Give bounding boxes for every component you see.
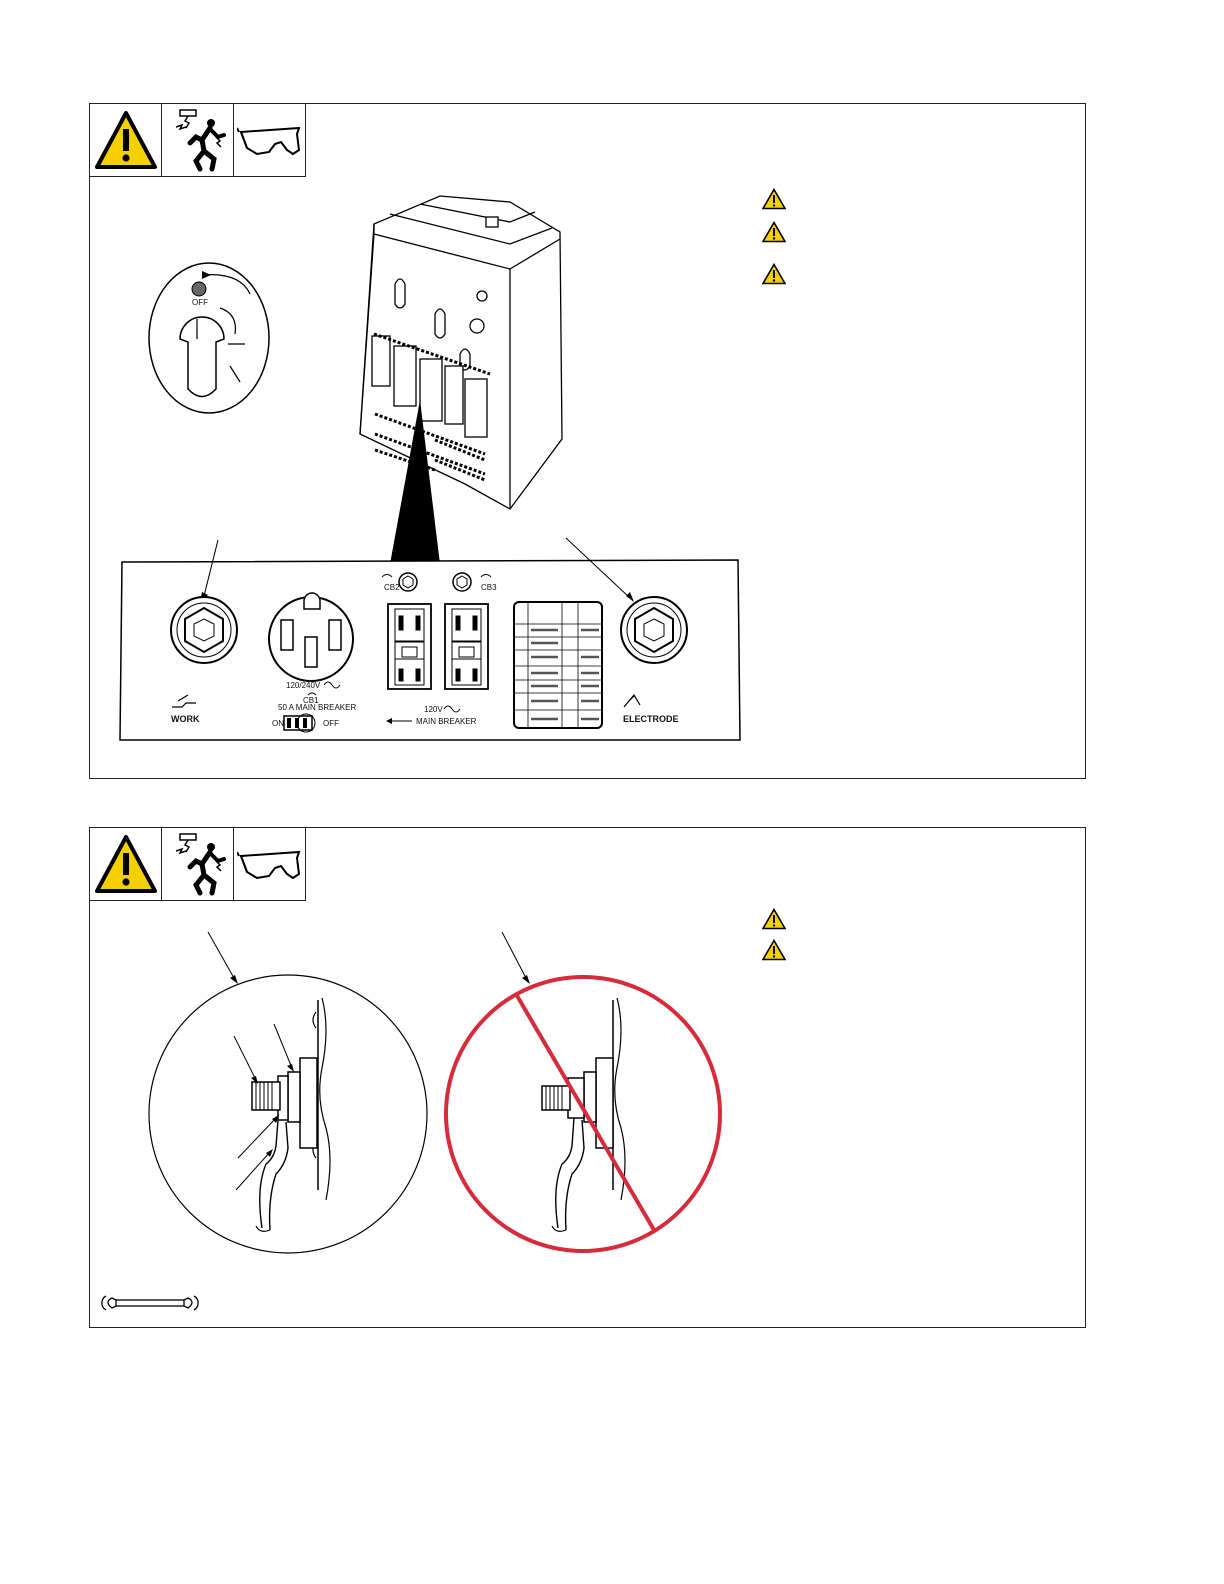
main-breaker-label: MAIN BREAKER [416,717,477,726]
work-label: WORK [171,714,200,724]
receptacle-voltage-label: 120/240V [286,681,321,690]
main-breaker-50a-label: 50 A MAIN BREAKER [278,703,357,712]
electrode-label: ELECTRODE [623,714,679,724]
wrench-icon [102,1296,198,1310]
breaker-off-label: OFF [323,719,339,728]
panel-stud-overview [89,103,1086,779]
correct-connection-detail [149,975,427,1253]
120v-receptacle-2 [445,604,488,689]
work-stud [171,597,237,663]
switch-off-label: OFF [192,298,208,307]
stud-location-illustration [90,104,1085,778]
cb3-label: CB3 [481,583,497,592]
welder-unit-illustration [360,196,562,509]
incorrect-connection-detail [446,977,720,1251]
v120-label: 120V [424,705,443,714]
cb2-label: CB2 [384,583,400,592]
control-panel-detail [120,538,740,740]
breaker-on-label: ON [272,719,284,728]
engine-switch-detail [149,263,269,413]
electrode-stud [621,597,687,663]
process-selection-chart [514,602,602,728]
cb1-label: CB1 [303,696,319,705]
panel-cable-connection [89,827,1086,1328]
cable-connection-illustration [90,828,1085,1327]
120v-receptacle-1 [388,604,431,689]
